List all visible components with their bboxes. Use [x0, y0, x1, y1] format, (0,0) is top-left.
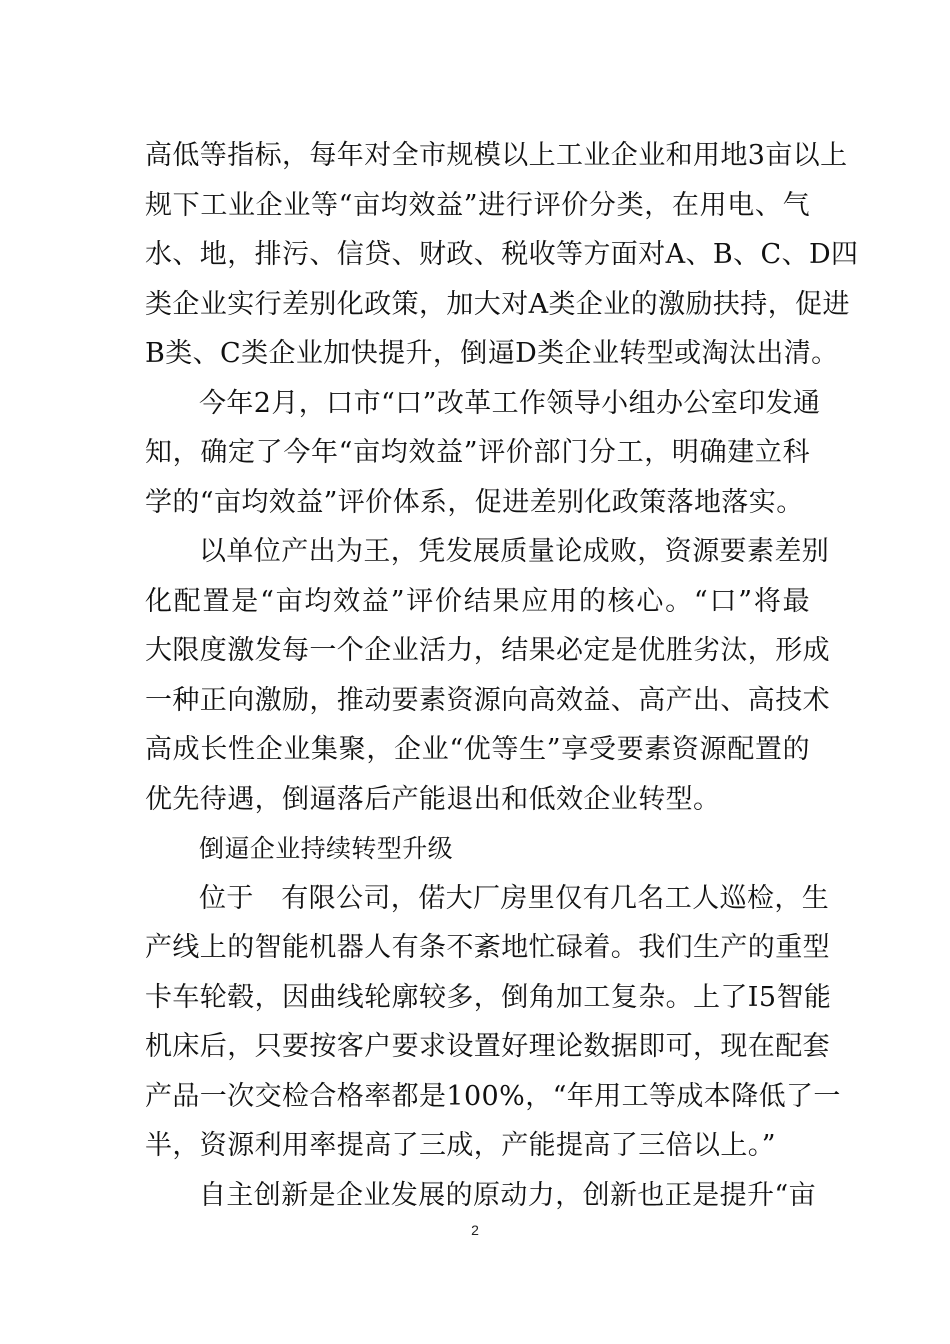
text-line: 高成长性企业集聚，企业“优等生”享受要素资源配置的	[145, 734, 810, 765]
text-line: 知，确定了今年“亩均效益”评价部门分工，明确建立科	[145, 437, 810, 468]
section-heading: 倒逼企业持续转型升级	[199, 834, 454, 863]
text-line: 学的“亩均效益”评价体系，促进差别化政策落地落实。	[145, 486, 804, 518]
text-line: 化配置是“亩均效益”评价结果应用的核心。“口”将最	[145, 585, 810, 617]
text-line: 规下工业企业等“亩均效益”进行评价分类，在用电、气	[145, 189, 810, 221]
text-line: 卡车轮毂，因曲线轮廓较多，倒角加工复杂。上了I5智能	[145, 981, 832, 1013]
text-line: 水、地，排污、信贷、财政、税收等方面对A、B、C、D四	[145, 239, 859, 270]
text-line: 高低等指标，每年对全市规模以上工业企业和用地3亩以上	[145, 140, 848, 171]
text-line: B类、C类企业加快提升，倒逼D类企业转型或淘汰出清。	[145, 338, 839, 369]
text-line: 一种正向激励，推动要素资源向高效益、高产出、高技术	[145, 684, 830, 716]
text-line: 以单位产出为王，凭发展质量论成败，资源要素差别	[199, 536, 830, 567]
document-body	[145, 131, 859, 1220]
text-line: 自主创新是企业发展的原动力，创新也正是提升“亩	[199, 1179, 817, 1211]
text-line: 大限度激发每一个企业活力，结果必定是优胜劣汰，形成	[145, 635, 830, 666]
text-line: 产线上的智能机器人有条不紊地忙碌着。我们生产的重型	[145, 932, 830, 963]
text-line: 产品一次交检合格率都是100%，“年用工等成本降低了一	[145, 1080, 841, 1112]
text-line: 机床后，只要按客户要求设置好理论数据即可，现在配套	[145, 1031, 830, 1062]
text-line: 今年2月，口市“口”改革工作领导小组办公室印发通	[199, 387, 821, 419]
page-number: 2	[471, 1222, 479, 1238]
text-line: 优先待遇，倒逼落后产能退出和低效企业转型。	[145, 783, 721, 815]
text-line: 半，资源利用率提高了三成，产能提高了三倍以上。”	[145, 1130, 776, 1161]
text-line: 位于 有限公司，偌大厂房里仅有几名工人巡检，生	[199, 882, 830, 914]
text-line: 类企业实行差别化政策，加大对A类企业的激励扶持，促进	[145, 288, 850, 320]
